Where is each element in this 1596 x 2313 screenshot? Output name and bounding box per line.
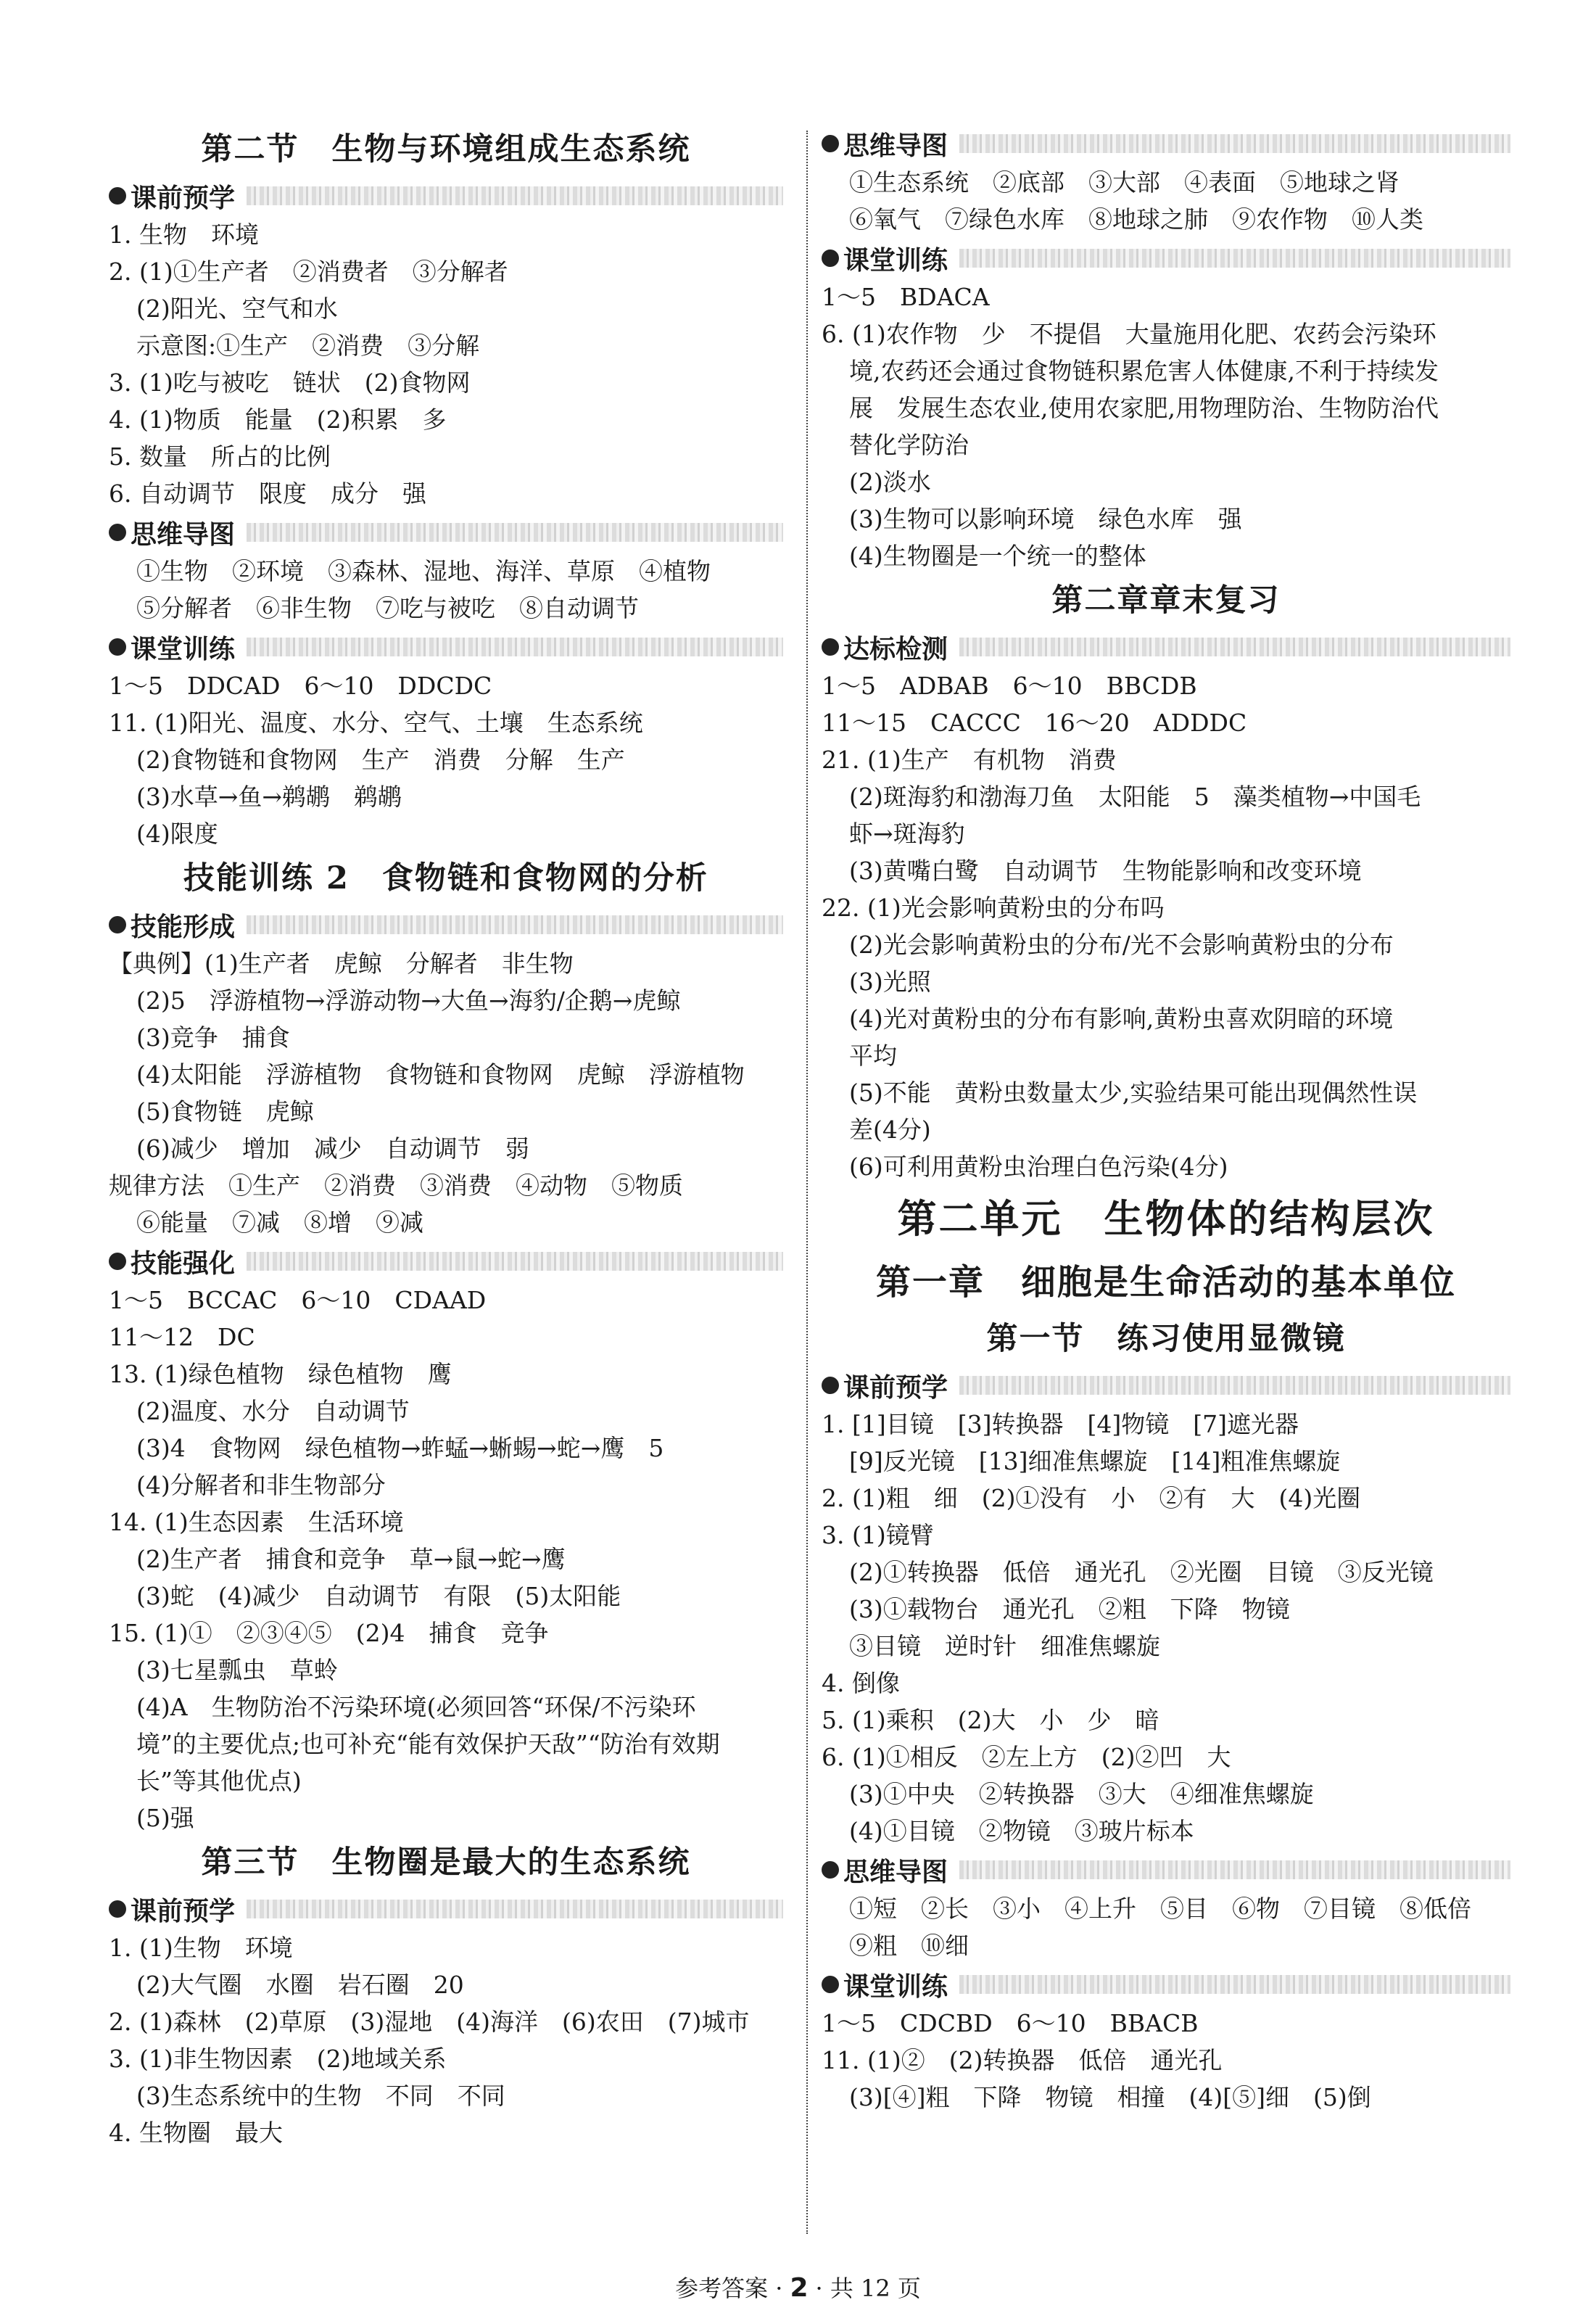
answer-line: 虾→斑海豹 bbox=[849, 820, 965, 848]
answer-line: 【典例】(1)生产者 虎鲸 分解者 非生物 bbox=[109, 949, 574, 978]
answer-line: 规律方法 ①生产 ②消费 ③消费 ④动物 ⑤物质 bbox=[109, 1171, 683, 1200]
answer-line: 示意图:①生产 ②消费 ③分解 bbox=[136, 331, 480, 360]
answer-line: 长”等其他优点) bbox=[136, 1767, 302, 1795]
answer-line: (2)阳光、空气和水 bbox=[136, 294, 338, 323]
section-header: 思维导图 bbox=[109, 514, 783, 551]
answer-line: 差(4分) bbox=[849, 1116, 931, 1144]
answer-line: 1. (1)生物 环境 bbox=[109, 1934, 293, 1962]
answer-list bbox=[822, 1406, 1510, 1850]
section-header: 课堂训练 bbox=[822, 239, 1510, 277]
answer-line: (5)食物链 虎鲸 bbox=[136, 1097, 314, 1126]
bullet-icon bbox=[822, 135, 839, 152]
section-title: 技能训练 2 食物链和食物网的分析 bbox=[183, 860, 708, 896]
answer-line: 3. (1)非生物因素 (2)地域关系 bbox=[109, 2045, 447, 2073]
answer-list bbox=[822, 1890, 1510, 1964]
answer-line: 1～5 ADBAB 6～10 BBCDB bbox=[822, 672, 1197, 700]
section-header: 课堂训练 bbox=[109, 628, 783, 666]
answer-line: (2)大气圈 水圈 岩石圈 20 bbox=[136, 1971, 464, 1999]
answer-list bbox=[109, 1282, 783, 1836]
answer-line: (3)生态系统中的生物 不同 不同 bbox=[136, 2082, 505, 2110]
section-header: 课前预学 bbox=[109, 1890, 783, 1928]
answer-line: 11～12 DC bbox=[109, 1323, 255, 1351]
answer-line: 5. 数量 所占的比例 bbox=[109, 442, 331, 471]
answer-line: 11～15 CACCC 16～20 ADDDC bbox=[822, 709, 1247, 737]
answer-line: 11. (1)② (2)转换器 低倍 通光孔 bbox=[822, 2046, 1223, 2074]
answer-list bbox=[109, 945, 783, 1241]
section-header: 课前预学 bbox=[109, 177, 783, 215]
answer-line: (3)生物可以影响环境 绿色水库 强 bbox=[849, 505, 1242, 533]
answer-line: (6)可利用黄粉虫治理白色污染(4分) bbox=[849, 1153, 1228, 1181]
answer-line: (3)①中央 ②转换器 ③大 ④细准焦螺旋 bbox=[849, 1780, 1314, 1808]
answer-line: (2)光会影响黄粉虫的分布/光不会影响黄粉虫的分布 bbox=[849, 931, 1394, 959]
answer-line: (5)强 bbox=[136, 1804, 194, 1832]
answer-line: 13. (1)绿色植物 绿色植物 鹰 bbox=[109, 1360, 452, 1388]
answer-line: (2)5 浮游植物→浮游动物→大鱼→海豹/企鹅→虎鲸 bbox=[136, 986, 681, 1015]
answer-line: ⑥氧气 ⑦绿色水库 ⑧地球之肺 ⑨农作物 ⑩人类 bbox=[849, 205, 1423, 234]
answer-line: 2. (1)粗 细 (2)①没有 小 ②有 大 (4)光圈 bbox=[822, 1484, 1361, 1512]
answer-line: ⑥能量 ⑦减 ⑧增 ⑨减 bbox=[136, 1208, 423, 1237]
answer-line: ①生物 ②环境 ③森林、湿地、海洋、草原 ④植物 bbox=[136, 557, 711, 585]
bullet-icon bbox=[822, 638, 839, 656]
answer-line: 2. (1)①生产者 ②消费者 ③分解者 bbox=[109, 257, 508, 286]
answer-line: 14. (1)生态因素 生活环境 bbox=[109, 1508, 404, 1536]
answer-line: 境”的主要优点;也可补充“能有效保护天敌”“防治有效期 bbox=[136, 1730, 720, 1758]
section-header: 技能强化 bbox=[109, 1242, 783, 1280]
page-number: 2 bbox=[790, 2273, 809, 2303]
page-footer: 参考答案 · 2 · 共 12 页 bbox=[675, 2273, 921, 2303]
answer-line: 1～5 DDCAD 6～10 DDCDC bbox=[109, 672, 492, 700]
unit-title: 第二单元 生物体的结构层次 bbox=[897, 1195, 1435, 1242]
answer-line: (3)①载物台 通光孔 ②粗 下降 物镜 bbox=[849, 1595, 1290, 1623]
answer-list bbox=[109, 216, 783, 512]
answer-line: 展 发展生态农业,使用农家肥,用物理防治、生物防治代 bbox=[849, 394, 1439, 422]
answer-line: 22. (1)光会影响黄粉虫的分布吗 bbox=[822, 894, 1165, 922]
bullet-icon bbox=[109, 524, 126, 541]
answer-list bbox=[822, 164, 1510, 238]
answer-line: ⑤分解者 ⑥非生物 ⑦吃与被吃 ⑧自动调节 bbox=[136, 594, 639, 622]
answer-line: (2)淡水 bbox=[849, 468, 931, 496]
answer-line: 6. (1)农作物 少 不提倡 大量施用化肥、农药会污染环 bbox=[822, 320, 1436, 348]
answer-line: 境,农药还会通过食物链积累危害人体健康,不利于持续发 bbox=[849, 357, 1439, 385]
answer-line: 1～5 BCCAC 6～10 CDAAD bbox=[109, 1286, 487, 1314]
answer-line: (2)①转换器 低倍 通光孔 ②光圈 目镜 ③反光镜 bbox=[849, 1558, 1434, 1586]
answer-line: 11. (1)阳光、温度、水分、空气、土壤 生态系统 bbox=[109, 709, 643, 737]
bullet-icon bbox=[109, 638, 126, 656]
left-column bbox=[109, 123, 783, 2151]
answer-line: 1. 生物 环境 bbox=[109, 220, 259, 249]
section-header: 课堂训练 bbox=[822, 1966, 1510, 2003]
answer-line: 4. (1)物质 能量 (2)积累 多 bbox=[109, 405, 447, 434]
answer-list bbox=[109, 667, 783, 852]
answer-line: (4)分解者和非生物部分 bbox=[136, 1471, 386, 1499]
column-divider bbox=[806, 131, 808, 2234]
answer-line: 替化学防治 bbox=[849, 431, 969, 459]
answer-line: 1～5 CDCBD 6～10 BBACB bbox=[822, 2009, 1199, 2037]
answer-line: (3)竞争 捕食 bbox=[136, 1023, 290, 1052]
answer-line: ③目镜 逆时针 细准焦螺旋 bbox=[849, 1632, 1160, 1660]
answer-line: 21. (1)生产 有机物 消费 bbox=[822, 746, 1117, 774]
answer-line: [9]反光镜 [13]细准焦螺旋 [14]粗准焦螺旋 bbox=[849, 1447, 1341, 1475]
answer-list bbox=[822, 279, 1510, 574]
bullet-icon bbox=[822, 250, 839, 267]
answer-line: (3)[④]粗 下降 物镜 相撞 (4)[⑤]细 (5)倒 bbox=[849, 2083, 1371, 2111]
answer-line: (2)食物链和食物网 生产 消费 分解 生产 bbox=[136, 746, 625, 774]
answer-line: (3)4 食物网 绿色植物→蚱蜢→蜥蜴→蛇→鹰 5 bbox=[136, 1434, 664, 1462]
answer-list bbox=[109, 1929, 783, 2151]
answer-line: (4)生物圈是一个统一的整体 bbox=[849, 542, 1146, 570]
bullet-icon bbox=[822, 1976, 839, 1993]
answer-line: (3)水草→鱼→鹈鹕 鹈鹕 bbox=[136, 783, 402, 811]
answer-line: 2. (1)森林 (2)草原 (3)湿地 (4)海洋 (6)农田 (7)城市 bbox=[109, 2008, 750, 2036]
answer-line: 4. 生物圈 最大 bbox=[109, 2119, 283, 2147]
bullet-icon bbox=[822, 1377, 839, 1394]
answer-line: 15. (1)① ②③④⑤ (2)4 捕食 竞争 bbox=[109, 1619, 549, 1647]
section-header: 技能形成 bbox=[109, 906, 783, 944]
answer-list bbox=[109, 553, 783, 627]
bullet-icon bbox=[109, 916, 126, 933]
answer-line: (5)不能 黄粉虫数量太少,实验结果可能出现偶然性误 bbox=[849, 1079, 1418, 1107]
answer-line: ①短 ②长 ③小 ④上升 ⑤目 ⑥物 ⑦目镜 ⑧低倍 bbox=[849, 1894, 1471, 1923]
bullet-icon bbox=[822, 1861, 839, 1879]
section-header: 思维导图 bbox=[822, 125, 1510, 162]
answer-list bbox=[822, 667, 1510, 1185]
section-title: 第三节 生物圈是最大的生态系统 bbox=[201, 1844, 691, 1881]
answer-line: 3. (1)镜臂 bbox=[822, 1521, 934, 1549]
section-title: 第一节 练习使用显微镜 bbox=[986, 1321, 1346, 1357]
answer-line: (4)光对黄粉虫的分布有影响,黄粉虫喜欢阴暗的环境 bbox=[849, 1005, 1394, 1033]
answer-line: 平均 bbox=[849, 1042, 897, 1070]
section-header: 课前预学 bbox=[822, 1366, 1510, 1404]
answer-line: 1～5 BDACA bbox=[822, 283, 990, 311]
section-header: 达标检测 bbox=[822, 628, 1510, 666]
answer-line: ①生态系统 ②底部 ③大部 ④表面 ⑤地球之肾 bbox=[849, 168, 1399, 197]
answer-line: 6. 自动调节 限度 成分 强 bbox=[109, 479, 426, 508]
answer-line: (6)减少 增加 减少 自动调节 弱 bbox=[136, 1134, 529, 1163]
answer-line: (2)斑海豹和渤海刀鱼 太阳能 5 藻类植物→中国毛 bbox=[849, 783, 1421, 811]
answer-line: 3. (1)吃与被吃 链状 (2)食物网 bbox=[109, 368, 471, 397]
answer-line: (3)七星瓢虫 草蛉 bbox=[136, 1656, 338, 1684]
bullet-icon bbox=[109, 1900, 126, 1918]
answer-line: 4. 倒像 bbox=[822, 1669, 900, 1697]
answer-line: 1. [1]目镜 [3]转换器 [4]物镜 [7]遮光器 bbox=[822, 1410, 1299, 1438]
bullet-icon bbox=[109, 1253, 126, 1270]
section-title: 第二节 生物与环境组成生态系统 bbox=[201, 131, 691, 168]
answer-line: (4)太阳能 浮游植物 食物链和食物网 虎鲸 浮游植物 bbox=[136, 1060, 745, 1089]
answer-line: (4)A 生物防治不污染环境(必须回答“环保/不污染环 bbox=[136, 1693, 696, 1721]
answer-line: (3)黄嘴白鹭 自动调节 生物能影响和改变环境 bbox=[849, 857, 1362, 885]
right-column bbox=[822, 123, 1510, 2116]
bullet-icon bbox=[109, 187, 126, 205]
section-title: 第二章章末复习 bbox=[1051, 582, 1281, 619]
answer-line: 5. (1)乘积 (2)大 小 少 暗 bbox=[822, 1706, 1159, 1734]
answer-line: (4)①目镜 ②物镜 ③玻片标本 bbox=[849, 1817, 1194, 1845]
answer-line: ⑨粗 ⑩细 bbox=[849, 1931, 969, 1960]
answer-line: (2)生产者 捕食和竞争 草→鼠→蛇→鹰 bbox=[136, 1545, 566, 1573]
answer-line: (4)限度 bbox=[136, 820, 218, 848]
chapter-title: 第一章 细胞是生命活动的基本单位 bbox=[875, 1262, 1456, 1303]
answer-line: (3)光照 bbox=[849, 968, 931, 996]
answer-line: (3)蛇 (4)减少 自动调节 有限 (5)太阳能 bbox=[136, 1582, 621, 1610]
answer-list bbox=[822, 2005, 1510, 2116]
answer-line: 6. (1)①相反 ②左上方 (2)②凹 大 bbox=[822, 1743, 1231, 1771]
section-header: 思维导图 bbox=[822, 1851, 1510, 1889]
answer-line: (2)温度、水分 自动调节 bbox=[136, 1397, 410, 1425]
